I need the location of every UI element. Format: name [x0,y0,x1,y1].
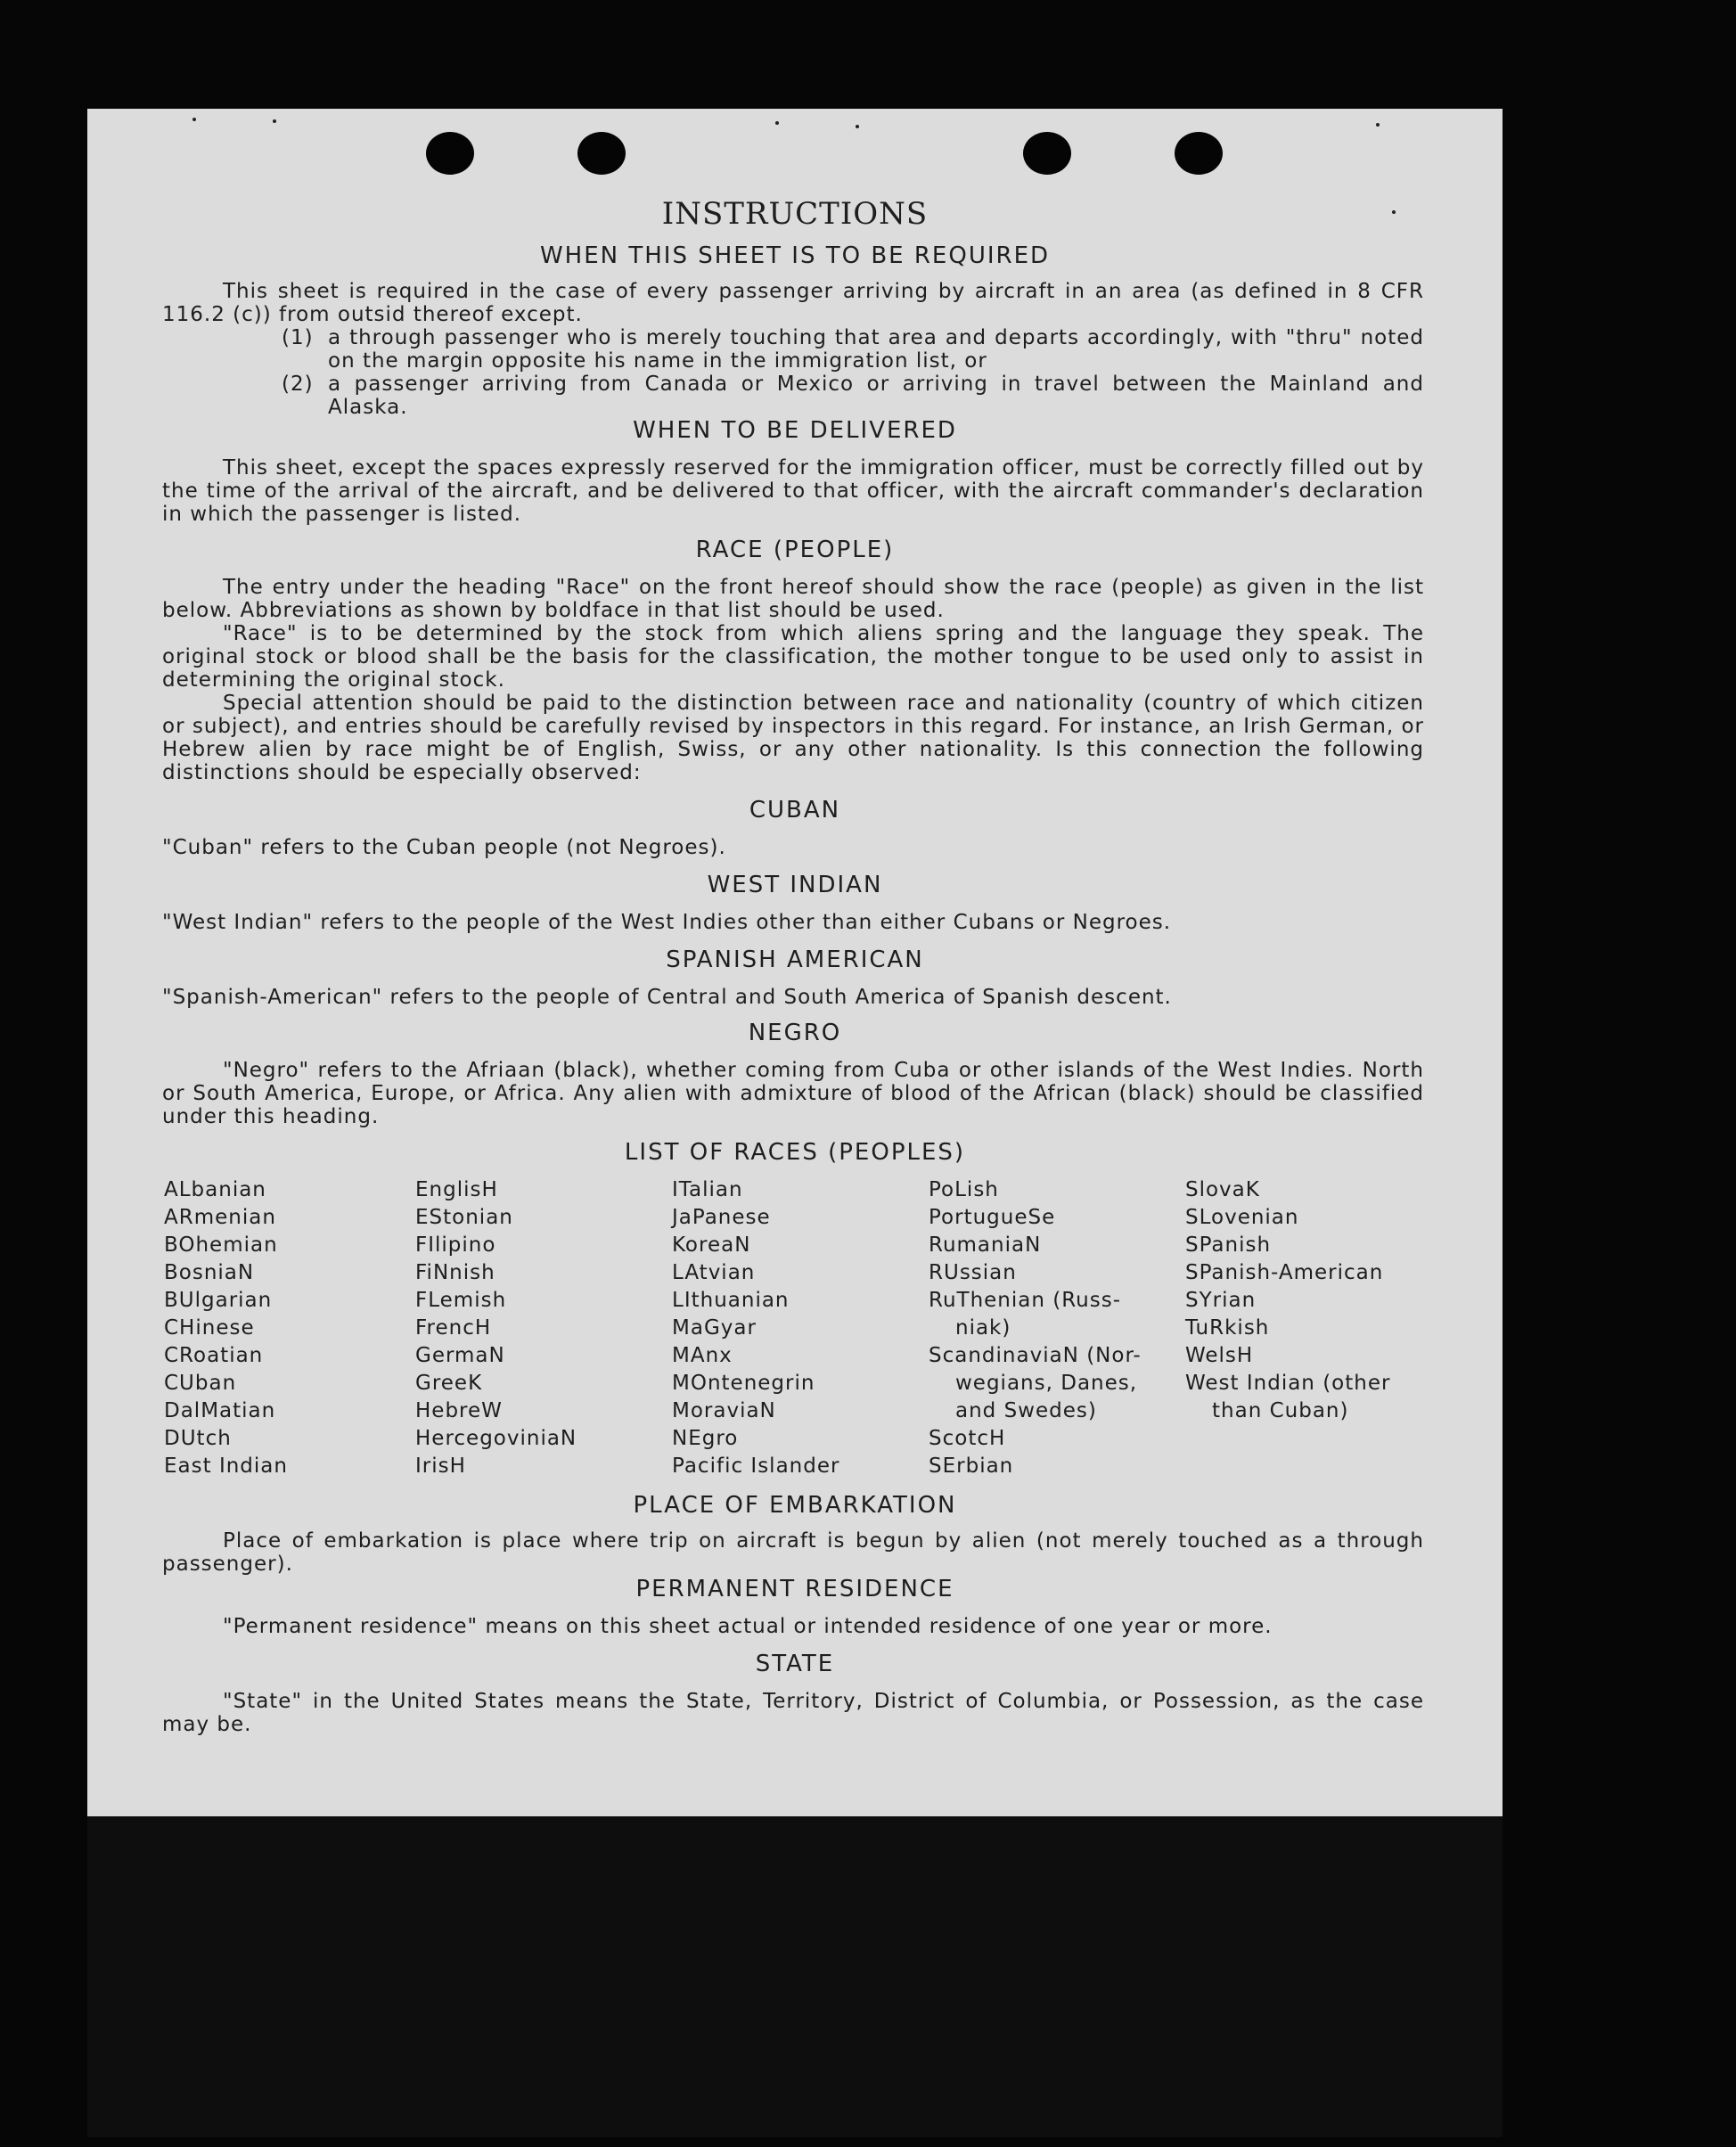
list-item: RumaniaN [929,1233,1042,1257]
list-item: East Indian [164,1455,288,1478]
heading-state: STATE [755,1651,835,1677]
list-item: FIlipino [415,1233,496,1257]
race-list-column [415,1176,577,1480]
heading-west-indian: WEST INDIAN [707,872,883,898]
paragraph: Special attention should be paid to the distinction between race and nationality (country of which citizen or subject), and entries should be carefully revised by inspectors in this regard. For instance, an Irish German, or Hebrew alien by race might be of English, Swiss, or any other nationality. Is this connection the following distinctions should be especially observed: [162,692,1424,784]
list-item: MAnx [672,1344,733,1367]
paragraph: "State" in the United States means the State, Territory, District of Columbia, or Possession, as the case may be. [162,1690,1424,1736]
list-item: KoreaN [672,1233,751,1257]
punch-hole [1175,132,1223,175]
document-sheet: INSTRUCTIONS WHEN THIS SHEET IS TO BE REQUIRED This sheet is required in the case of every passenger arriving by aircraft in an area (as defined in 8 CFR 116.2 (c)) from outsid thereof except. (1) a through passenger who is merely touching that area and departs accordingly, with "thru" noted on the margin opposite his name in the immigration list, or (2) a passenger arriving from Canada or Mexico or arriving in travel between the Mainland and Alaska. WHEN TO BE DELIVERED This sheet, except the spaces expressly reserved for the immigration officer, must be correctly filled out by the time of the arrival of the aircraft, and be delivered to that officer, with the aircraft commander's declaration in which the passenger is listed. RACE (PEOPLE) The entry under the heading "Race" on the front hereof should show the race (people) as given in the list below. Abbreviations as shown by boldface in that list should be used. "Race" is to be determined by the stock from which aliens spring and the language they speak. The original stock or blood shall be the basis for the classification, the mother tongue to be used only to assist in determining the original stock. Special attention should be paid to the distinction between race and nationality (country of which citizen or subject), and entries should be carefully revised by inspectors in this regard. For instance, an Irish German, or Hebrew alien by race might be of English, Swiss, or any other nationality. Is this connection the following distinctions should be especially observed: CUBAN "Cuban" refers to the Cuban people (not Negroes). WEST INDIAN "West Indian" refers to the people of the West Indies other than either Cubans or Negroes. SPANISH AMERICAN "Spanish-American" refers to the people of Central and South America of Spanish descent. NEGRO "Negro" refers to the Afriaan (black), whether coming from Cuba or other islands of the West Indies. North or South America, Europe, or Africa. Any alien with admixture of blood of the African (black) should be classified under this heading. LIST OF RACES (PEOPLES) ALbanian ARmenian BOhemian BosniaN BUlgarian CHinese CRoatian CUban DalMatian DUtch East Indian EnglisH EStonian FIlipino FiNnish FLemish FrencH GermaN GreeK HebreW HercegoviniaN IrisH ITalian JaPanese KoreaN LAtvian LIthuanian MaGyar MAnx MOntenegrin MoraviaN NEgro Pacific Islander PoLish PortugueSe RumaniaN RUssian RuThenian (Russ- niak) ScandinaviaN (Nor- wegians, Danes, and Swedes) ScotcH SErbian SlovaK SLovenian SPanish SPanish-American SYrian TuRkish WelsH West Indian (other than Cuban) PLACE OF EMBARKATION Place of embarkation is place where trip on aircraft is begun by alien (not merely touched as a through passenger). PERMANENT RESIDENCE "Permanent residence" means on this sheet actual or intended residence of one year or more. STATE "State" in the United States means the State, Territory, District of Columbia, or Possession, as the case may be. [87,109,1503,1816]
list-item: and Swedes) [955,1399,1097,1422]
scan-shadow [87,1816,1503,2137]
list-item: RUssian [929,1261,1017,1284]
heading-list: LIST OF RACES (PEOPLES) [624,1139,966,1166]
list-item: ITalian [672,1178,743,1201]
list-item: SYrian [1185,1289,1257,1312]
list-item: RuThenian (Russ- [929,1289,1122,1312]
heading-race: RACE (PEOPLE) [695,537,895,563]
paragraph: "Cuban" refers to the Cuban people (not Negroes). [162,836,726,859]
list-item: CUban [164,1372,237,1395]
list-item: BOhemian [164,1233,278,1257]
list-item: WelsH [1185,1344,1254,1367]
list-item: JaPanese [672,1206,771,1229]
list-item: West Indian (other [1185,1372,1391,1395]
list-item: MOntenegrin [672,1372,815,1395]
list-item: MaGyar [672,1316,757,1340]
paragraph: "Negro" refers to the Afriaan (black), whether coming from Cuba or other islands of the West Indies. North or South America, Europe, or Africa. Any alien with admixture of blood of the African (black) should be classified under this heading. [162,1059,1424,1128]
list-item: EnglisH [415,1178,498,1201]
list-item: EStonian [415,1206,513,1229]
list-item: NEgro [672,1427,739,1450]
speck [273,119,276,123]
paragraph: "Spanish-American" refers to the people of Central and South America of Spanish descent. [162,986,1172,1009]
list-item: LIthuanian [672,1289,790,1312]
race-list-column [1185,1176,1390,1425]
list-item: FiNnish [415,1261,495,1284]
list-item: SlovaK [1185,1178,1260,1201]
heading-embarkation: PLACE OF EMBARKATION [633,1492,957,1519]
speck [856,125,859,128]
race-list-column [164,1176,288,1480]
list-item: niak) [955,1316,1011,1340]
list-item: LAtvian [672,1261,756,1284]
list-item: than Cuban) [1212,1399,1349,1422]
race-list-column [672,1176,839,1480]
punch-hole [426,132,474,175]
list-item: TuRkish [1185,1316,1270,1340]
list-item: MoraviaN [672,1399,776,1422]
list-item: Pacific Islander [672,1455,840,1478]
list-item: PortugueSe [929,1206,1056,1229]
paragraph: "West Indian" refers to the people of the West Indies other than either Cubans or Negroes. [162,911,1172,934]
heading-residence: PERMANENT RESIDENCE [635,1576,954,1602]
page-title: INSTRUCTIONS [661,196,929,232]
list-item: wegians, Danes, [955,1372,1138,1395]
list-item: IrisH [415,1455,466,1478]
list-item: GreeK [415,1372,483,1395]
paragraph: "Race" is to be determined by the stock from which aliens spring and the language they speak. The original stock or blood shall be the basis for the classification, the mother tongue to be used only to assist in determining the original stock. [162,622,1424,692]
list-item: SLovenian [1185,1206,1299,1229]
list-item: FLemish [415,1289,507,1312]
punch-hole [577,132,626,175]
paragraph: The entry under the heading "Race" on the front hereof should show the race (people) as given in the list below. Abbreviations as shown by boldface in that list should be used. [162,576,1424,622]
list-item: SPanish [1185,1233,1272,1257]
list-item: BosniaN [164,1261,255,1284]
list-item: DUtch [164,1427,232,1450]
paragraph: This sheet, except the spaces expressly reserved for the immigration officer, must be correctly filled out by the time of the arrival of the aircraft, and be delivered to that officer, with the aircraft commander's declaration in which the passenger is listed. [162,456,1424,526]
list-item: SErbian [929,1455,1014,1478]
list-item: HercegoviniaN [415,1427,577,1450]
list-item: DalMatian [164,1399,276,1422]
list-item: ARmenian [164,1206,276,1229]
heading-cuban: CUBAN [749,797,841,824]
list-item: BUlgarian [164,1289,273,1312]
list-item: CHinese [164,1316,255,1340]
list-item: FrencH [415,1316,492,1340]
heading-negro: NEGRO [748,1020,842,1046]
paragraph: "Permanent residence" means on this sheet actual or intended residence of one year or more. [223,1615,1273,1638]
speck [192,118,196,121]
list-item: CRoatian [164,1344,264,1367]
speck [775,121,779,125]
heading-delivered: WHEN TO BE DELIVERED [633,417,957,444]
list-item: SPanish-American [1185,1261,1384,1284]
heading-spanish-american: SPANISH AMERICAN [666,946,924,973]
paragraph: Place of embarkation is place where trip on aircraft is begun by alien (not merely touched as a through passenger). [162,1529,1424,1576]
race-list-column [929,1176,1142,1480]
list-item: ALbanian [164,1178,266,1201]
list-item: ScotcH [929,1427,1006,1450]
speck [1376,123,1380,127]
punch-hole [1023,132,1071,175]
list-item: GermaN [415,1344,505,1367]
heading-required: WHEN THIS SHEET IS TO BE REQUIRED [539,242,1051,269]
list-item: PoLish [929,1178,999,1201]
paragraph: This sheet is required in the case of every passenger arriving by aircraft in an area (as defined in 8 CFR 116.2 (c)) from outsid thereof except. [162,280,1424,326]
list-item: ScandinaviaN (Nor- [929,1344,1142,1367]
list-item: HebreW [415,1399,503,1422]
